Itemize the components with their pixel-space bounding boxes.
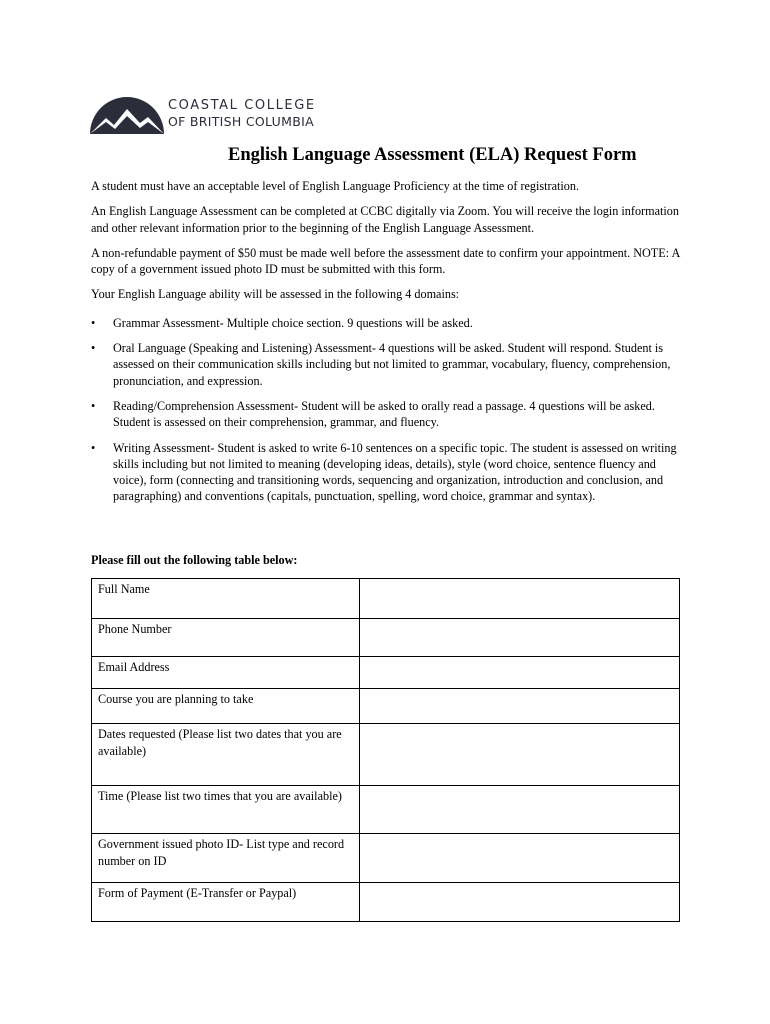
bullet-icon: • bbox=[91, 398, 96, 413]
list-item bbox=[91, 315, 683, 331]
table-row bbox=[92, 883, 680, 922]
list-item bbox=[91, 340, 683, 389]
dates-requested-field[interactable] bbox=[360, 724, 680, 786]
email-address-field[interactable] bbox=[360, 657, 680, 689]
bullet-icon: • bbox=[91, 341, 96, 356]
college-logo bbox=[90, 92, 320, 134]
time-requested-label: Time (Please list two times that you are available) bbox=[92, 786, 360, 834]
full-name-label: Full Name bbox=[92, 579, 360, 619]
email-address-label: Email Address bbox=[92, 657, 360, 689]
table-row bbox=[92, 619, 680, 657]
domain-text: Writing Assessment- Student is asked to write 6-10 sentences on a specific topic. The student is assessed on writing skills including but not limited to meaning (developing ideas, details), style (word choice, sentence fluency and voice), form (connecting and transitioning words, sequencing and organization, introduction and conclusion, and paragraphing) and conventions (capitals, punctuation, spelling, word choice, grammar and syntax). bbox=[113, 440, 677, 504]
list-item bbox=[91, 398, 683, 431]
list-item bbox=[91, 440, 683, 505]
form-title: English Language Assessment (ELA) Request Form bbox=[228, 145, 637, 165]
table-row bbox=[92, 786, 680, 834]
domain-text: Reading/Comprehension Assessment- Student will be asked to orally read a passage. 4 questions will be asked. Student is assessed on their comprehension, grammar, and fluency. bbox=[113, 398, 655, 430]
bullet-icon: • bbox=[91, 440, 96, 455]
table-row bbox=[92, 834, 680, 883]
course-field[interactable] bbox=[360, 689, 680, 724]
request-form-table bbox=[91, 578, 680, 922]
bullet-icon: • bbox=[91, 315, 96, 330]
form-intro bbox=[91, 178, 683, 514]
intro-paragraph: A non-refundable payment of $50 must be made well before the assessment date to confirm your appointment. NOTE: A copy of a government issued photo ID must be submitted with this form. bbox=[91, 245, 680, 277]
full-name-field[interactable] bbox=[360, 579, 680, 619]
domain-text: Grammar Assessment- Multiple choice section. 9 questions will be asked. bbox=[113, 315, 473, 330]
table-row bbox=[92, 579, 680, 619]
table-row bbox=[92, 724, 680, 786]
intro-paragraph: An English Language Assessment can be completed at CCBC digitally via Zoom. You will receive the login information and other relevant information prior to the beginning of the English Language Assessment. bbox=[91, 204, 679, 235]
time-requested-field[interactable] bbox=[360, 786, 680, 834]
mountain-logo-icon bbox=[90, 92, 164, 134]
course-label: Course you are planning to take bbox=[92, 689, 360, 724]
dates-requested-label: Dates requested (Please list two dates that you are available) bbox=[92, 724, 360, 786]
table-row bbox=[92, 689, 680, 724]
logo-college-name: COASTAL COLLEGE bbox=[168, 98, 316, 113]
intro-paragraph: A student must have an acceptable level of English Language Proficiency at the time of registration. bbox=[91, 179, 580, 193]
table-row bbox=[92, 657, 680, 689]
photo-id-label: Government issued photo ID- List type and record number on ID bbox=[92, 834, 360, 883]
table-instruction: Please fill out the following table below: bbox=[91, 553, 298, 567]
logo-college-region: OF BRITISH COLUMBIA bbox=[168, 114, 314, 129]
payment-form-label: Form of Payment (E-Transfer or Paypal) bbox=[92, 883, 360, 922]
phone-number-field[interactable] bbox=[360, 619, 680, 657]
intro-paragraph: Your English Language ability will be assessed in the following 4 domains: bbox=[91, 287, 460, 302]
photo-id-field[interactable] bbox=[360, 834, 680, 883]
payment-form-field[interactable] bbox=[360, 883, 680, 922]
phone-number-label: Phone Number bbox=[92, 619, 360, 657]
domain-list bbox=[91, 315, 683, 505]
domain-text: Oral Language (Speaking and Listening) Assessment- 4 questions will be asked. Student will respond. Student is assessed on their communication skills including but not limited to grammar, vocabulary, fluency, comprehension, pronunciation, and expression. bbox=[113, 341, 671, 388]
